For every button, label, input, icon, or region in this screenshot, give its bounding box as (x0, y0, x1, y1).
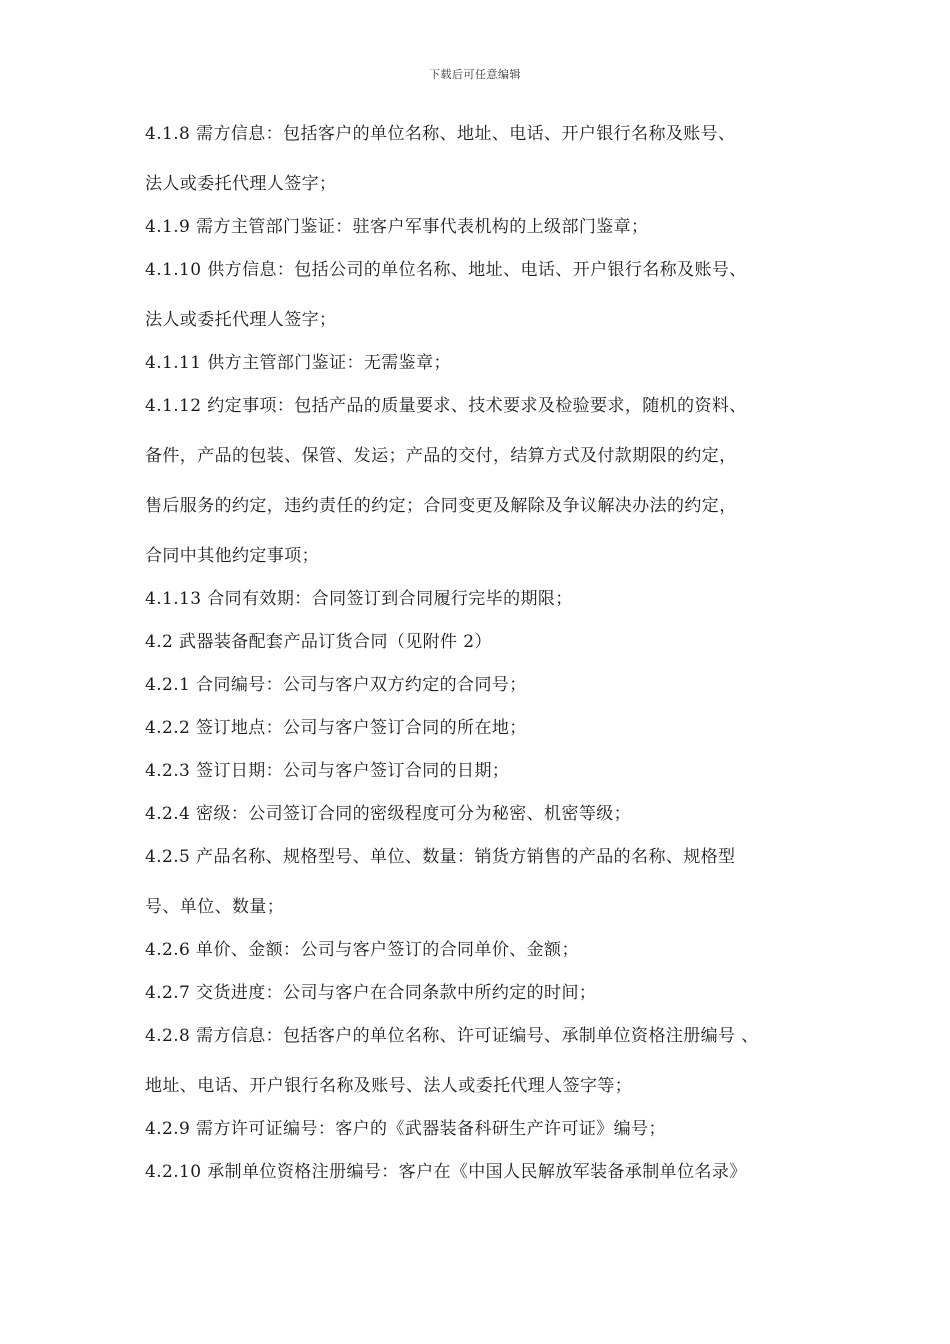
paragraph-line: 备件，产品的包装、保管、发运；产品的交付，结算方式及付款期限的约定， (145, 446, 737, 466)
document-body (145, 122, 835, 1184)
paragraph-line: 4.2.3 签订日期：公司与客户签订合同的日期； (145, 761, 510, 781)
paragraph-line: 4.2.5 产品名称、规格型号、单位、数量：销货方销售的产品的名称、规格型 (145, 847, 736, 867)
paragraph-line: 合同中其他约定事项； (145, 546, 319, 566)
paragraph-line: 4.2.6 单价、金额：公司与客户签订的合同单价、金额； (145, 940, 579, 960)
paragraph-line: 地址、电话、开户银行名称及账号、法人或委托代理人签字等； (145, 1076, 633, 1096)
paragraph-line: 4.2.2 签订地点：公司与客户签订合同的所在地； (145, 718, 527, 738)
paragraph-line: 4.2.7 交货进度：公司与客户在合同条款中所约定的时间； (145, 983, 597, 1003)
paragraph-line: 4.1.9 需方主管部门鉴证：驻客户军事代表机构的上级部门鉴章； (145, 217, 649, 237)
page-header: 下载后可任意编辑 (429, 68, 521, 81)
paragraph-line: 4.2.1 合同编号：公司与客户双方约定的合同号； (145, 675, 527, 695)
paragraph-line: 4.2.8 需方信息：包括客户的单位名称、许可证编号、承制单位资格注册编号 、 (145, 1026, 759, 1046)
paragraph-line: 4.2.9 需方许可证编号：客户的《武器装备科研生产许可证》编号； (145, 1119, 666, 1139)
paragraph-line: 4.1.11 供方主管部门鉴证：无需鉴章； (145, 353, 451, 373)
paragraph-line: 4.2.10 承制单位资格注册编号：客户在《中国人民解放军装备承制单位名录》 (145, 1162, 747, 1182)
paragraph-line: 售后服务的约定，违约责任的约定；合同变更及解除及争议解决办法的约定， (145, 496, 737, 516)
paragraph-line: 4.1.13 合同有效期：合同签订到合同履行完毕的期限； (145, 589, 573, 609)
paragraph-line: 4.1.10 供方信息：包括公司的单位名称、地址、电话、开户银行名称及账号、 (145, 260, 747, 280)
paragraph-line: 号、单位、数量； (145, 897, 285, 917)
paragraph-line: 4.2 武器装备配套产品订货合同（见附件 2） (145, 632, 492, 652)
paragraph-line: 4.1.8 需方信息：包括客户的单位名称、地址、电话、开户银行名称及账号、 (145, 124, 736, 144)
paragraph-line: 4.2.4 密级：公司签订合同的密级程度可分为秘密、机密等级； (145, 804, 632, 824)
paragraph-line: 法人或委托代理人签字； (145, 174, 337, 194)
paragraph-line: 法人或委托代理人签字； (145, 310, 337, 330)
paragraph-line: 4.1.12 约定事项：包括产品的质量要求、技术要求及检验要求，随机的资料、 (145, 396, 747, 416)
